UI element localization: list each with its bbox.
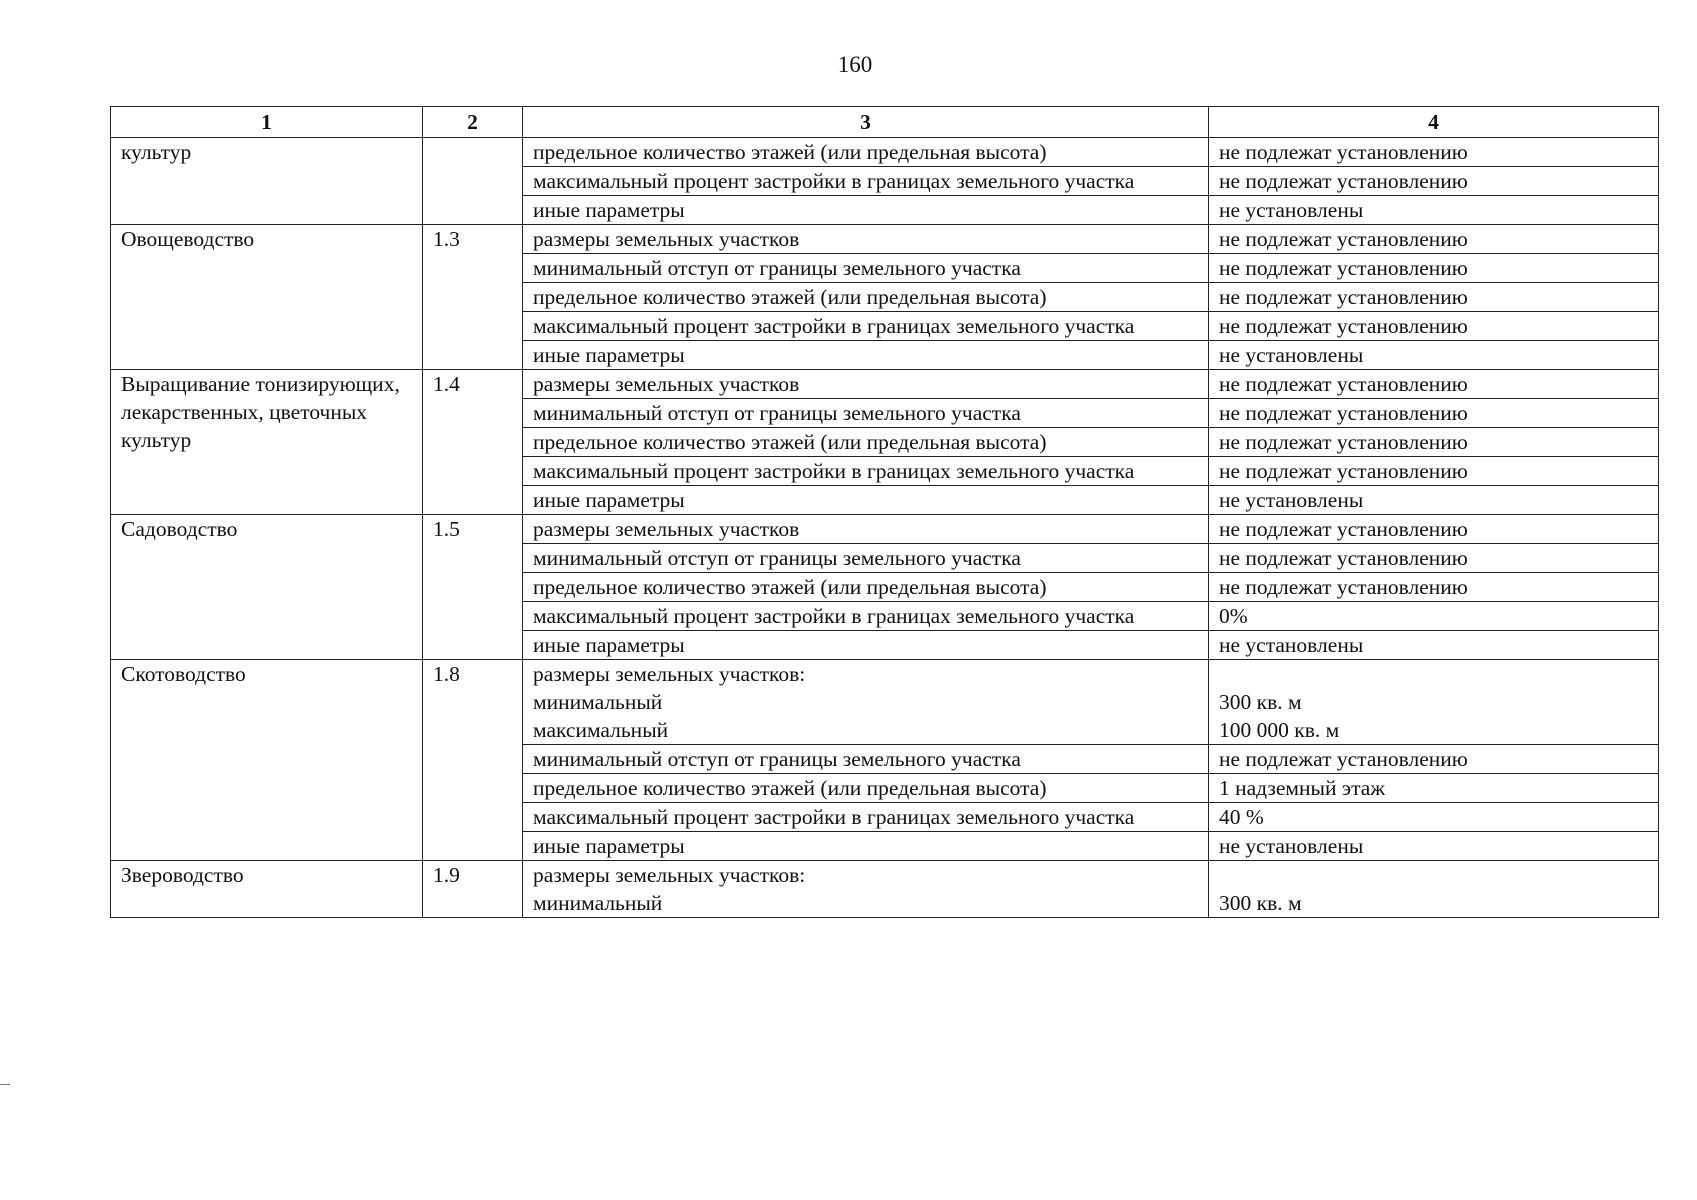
parameter-cell: минимальный отступ от границы земельного участка — [523, 254, 1209, 283]
header-col-2: 2 — [423, 107, 523, 138]
parameter-cell: максимальный процент застройки в границах земельного участка — [523, 312, 1209, 341]
parameter-line: размеры земельных участков: — [533, 662, 806, 686]
value-cell: не подлежат установлению — [1209, 544, 1659, 573]
use-type-name: Выращивание тонизирующих, лекарственных, цветочных культур — [111, 370, 423, 515]
value-cell: не подлежат установлению — [1209, 225, 1659, 254]
value-cell: не подлежат установлению — [1209, 370, 1659, 399]
value-line: 300 кв. м — [1219, 690, 1302, 714]
value-cell — [1209, 660, 1659, 745]
parameter-cell: предельное количество этажей (или предельная высота) — [523, 138, 1209, 167]
parameter-cell: иные параметры — [523, 196, 1209, 225]
parameter-cell: максимальный процент застройки в границах земельного участка — [523, 167, 1209, 196]
value-cell: не подлежат установлению — [1209, 254, 1659, 283]
table-row — [111, 225, 1659, 254]
parameter-cell: иные параметры — [523, 631, 1209, 660]
value-cell: 1 надземный этаж — [1209, 774, 1659, 803]
header-col-3: 3 — [523, 107, 1209, 138]
value-cell: не подлежат установлению — [1209, 428, 1659, 457]
parameter-cell: максимальный процент застройки в границах земельного участка — [523, 457, 1209, 486]
value-cell: не установлены — [1209, 631, 1659, 660]
parameter-cell: минимальный отступ от границы земельного участка — [523, 745, 1209, 774]
value-cell: не подлежат установлению — [1209, 515, 1659, 544]
use-type-name: Садоводство — [111, 515, 423, 660]
value-line — [1219, 861, 1648, 889]
use-type-code: 1.5 — [423, 515, 523, 660]
parameter-cell: предельное количество этажей (или предельная высота) — [523, 428, 1209, 457]
use-type-name: Звероводство — [111, 861, 423, 918]
value-cell: не подлежат установлению — [1209, 167, 1659, 196]
table-row — [111, 138, 1659, 167]
scan-edge-mark — [0, 1084, 10, 1085]
table-row — [111, 660, 1659, 745]
parameter-cell: минимальный отступ от границы земельного участка — [523, 399, 1209, 428]
land-use-parameters-table — [110, 106, 1659, 918]
value-line — [1219, 660, 1648, 688]
parameter-cell: минимальный отступ от границы земельного участка — [523, 544, 1209, 573]
parameter-cell: максимальный процент застройки в границах земельного участка — [523, 803, 1209, 832]
parameter-line: размеры земельных участков: — [533, 863, 806, 887]
parameter-cell: иные параметры — [523, 486, 1209, 515]
parameter-cell: иные параметры — [523, 341, 1209, 370]
table-row — [111, 861, 1659, 918]
use-type-code: 1.3 — [423, 225, 523, 370]
value-line: 100 000 кв. м — [1219, 718, 1340, 742]
header-col-1: 1 — [111, 107, 423, 138]
parameter-cell — [523, 861, 1209, 918]
value-cell: не подлежат установлению — [1209, 399, 1659, 428]
value-cell: не установлены — [1209, 832, 1659, 861]
use-type-name: культур — [111, 138, 423, 225]
value-cell — [1209, 861, 1659, 918]
value-cell: не подлежат установлению — [1209, 138, 1659, 167]
use-type-code: 1.8 — [423, 660, 523, 861]
table-row — [111, 370, 1659, 399]
value-cell: 0% — [1209, 602, 1659, 631]
value-cell: не подлежат установлению — [1209, 745, 1659, 774]
parameter-line: минимальный — [533, 891, 663, 915]
value-cell: не подлежат установлению — [1209, 573, 1659, 602]
use-type-code — [423, 138, 523, 225]
table-row — [111, 515, 1659, 544]
use-type-name: Скотоводство — [111, 660, 423, 861]
parameter-line: максимальный — [533, 718, 669, 742]
parameter-cell: предельное количество этажей (или предельная высота) — [523, 573, 1209, 602]
parameter-cell: размеры земельных участков — [523, 370, 1209, 399]
parameter-cell: предельное количество этажей (или предельная высота) — [523, 283, 1209, 312]
use-type-code: 1.4 — [423, 370, 523, 515]
page-number: 160 — [837, 52, 873, 77]
use-type-name: Овощеводство — [111, 225, 423, 370]
parameter-cell: иные параметры — [523, 832, 1209, 861]
header-col-4: 4 — [1209, 107, 1659, 138]
parameter-line: минимальный — [533, 690, 663, 714]
table-header-row — [111, 107, 1659, 138]
parameter-cell: размеры земельных участков — [523, 225, 1209, 254]
value-cell: не подлежат установлению — [1209, 312, 1659, 341]
value-cell: 40 % — [1209, 803, 1659, 832]
parameter-cell: размеры земельных участков — [523, 515, 1209, 544]
use-type-code: 1.9 — [423, 861, 523, 918]
parameter-cell — [523, 660, 1209, 745]
value-cell: не установлены — [1209, 341, 1659, 370]
value-line: 300 кв. м — [1219, 891, 1302, 915]
value-cell: не установлены — [1209, 196, 1659, 225]
parameter-cell: максимальный процент застройки в границах земельного участка — [523, 602, 1209, 631]
parameter-cell: предельное количество этажей (или предельная высота) — [523, 774, 1209, 803]
value-cell: не подлежат установлению — [1209, 457, 1659, 486]
value-cell: не подлежат установлению — [1209, 283, 1659, 312]
value-cell: не установлены — [1209, 486, 1659, 515]
